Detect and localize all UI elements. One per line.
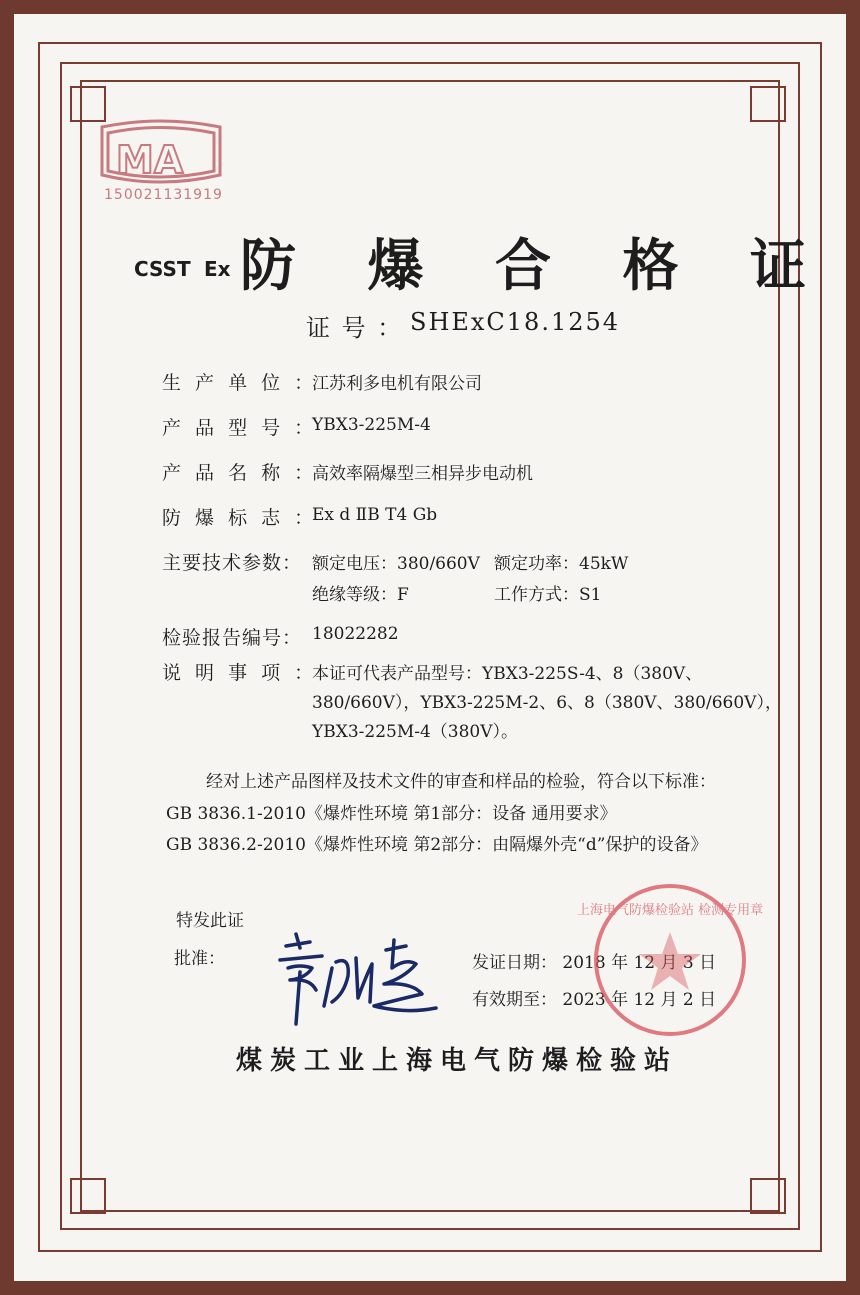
rated-power: 额定功率：45kW (494, 554, 629, 574)
title-ex: Ex (204, 257, 231, 281)
official-seal (576, 880, 764, 1040)
standards-intro: 经对上述产品图样及技术文件的审查和样品的检验，符合以下标准： (206, 772, 716, 792)
corner-ornament-br (750, 1178, 786, 1214)
notes-line-2: 380/660V），YBX3-225M-2、6、8（380V、380/660V）， (312, 693, 782, 713)
border-top (0, 0, 860, 14)
notes-line-3: YBX3-225M-4（380V）。 (312, 722, 519, 742)
border-bottom (0, 1281, 860, 1295)
product-name-value: 高效率隔爆型三相异步电动机 (312, 464, 533, 484)
report-no-value: 18022282 (312, 624, 399, 644)
issue-date: 发证日期： 2018 年 12 月 3 日 (472, 953, 717, 973)
cma-logo (94, 115, 229, 220)
special-issue-text: 特发此证 (176, 911, 244, 931)
cert-no-value: SHExC18.1254 (410, 308, 621, 336)
cma-letters: MA (116, 138, 184, 182)
manufacturer-label: 生 产 单 位 ： (162, 372, 318, 394)
insulation-class: 绝缘等级：F (312, 585, 409, 605)
corner-ornament-bl (70, 1178, 106, 1214)
params-label: 主要技术参数： (162, 552, 303, 574)
product-name-label: 产 品 名 称 ： (162, 462, 318, 484)
model-label: 产 品 型 号 ： (162, 417, 318, 439)
model-value: YBX3-225M-4 (312, 415, 431, 435)
manufacturer-value: 江苏利多电机有限公司 (312, 374, 482, 394)
valid-until: 有效期至： 2023 年 12 月 2 日 (472, 990, 717, 1010)
seal-text: 上海电气防爆检验站 检测专用章 (576, 903, 764, 918)
border-left (0, 0, 14, 1295)
ex-mark-label: 防 爆 标 志 ： (162, 507, 318, 529)
border-right (846, 0, 860, 1295)
cma-number: 150021131919 (104, 187, 223, 203)
duty-type: 工作方式：S1 (494, 585, 602, 605)
standard-2: GB 3836.2-2010《爆炸性环境 第2部分：由隔爆外壳“d”保护的设备》 (166, 835, 708, 855)
approval-label: 批准： (174, 949, 225, 969)
page-title: 防 爆 合 格 证 (240, 234, 832, 299)
signature (266, 928, 446, 1028)
report-no-label: 检验报告编号： (162, 627, 303, 649)
notes-label: 说 明 事 项 ： (162, 662, 318, 684)
standard-1: GB 3836.1-2010《爆炸性环境 第1部分：设备 通用要求》 (166, 804, 617, 824)
ex-mark-value: Ex d ⅡB T4 Gb (312, 505, 438, 525)
title-csst: CSST (134, 257, 191, 281)
corner-ornament-tr (750, 86, 786, 122)
cert-no-label: 证 号 ： (306, 314, 404, 342)
rated-voltage: 额定电压：380/660V (312, 554, 480, 574)
notes-line-1: 本证可代表产品型号：YBX3-225S-4、8（380V、 (312, 664, 703, 684)
issuing-authority: 煤炭工业上海电气防爆检验站 (236, 1046, 679, 1076)
